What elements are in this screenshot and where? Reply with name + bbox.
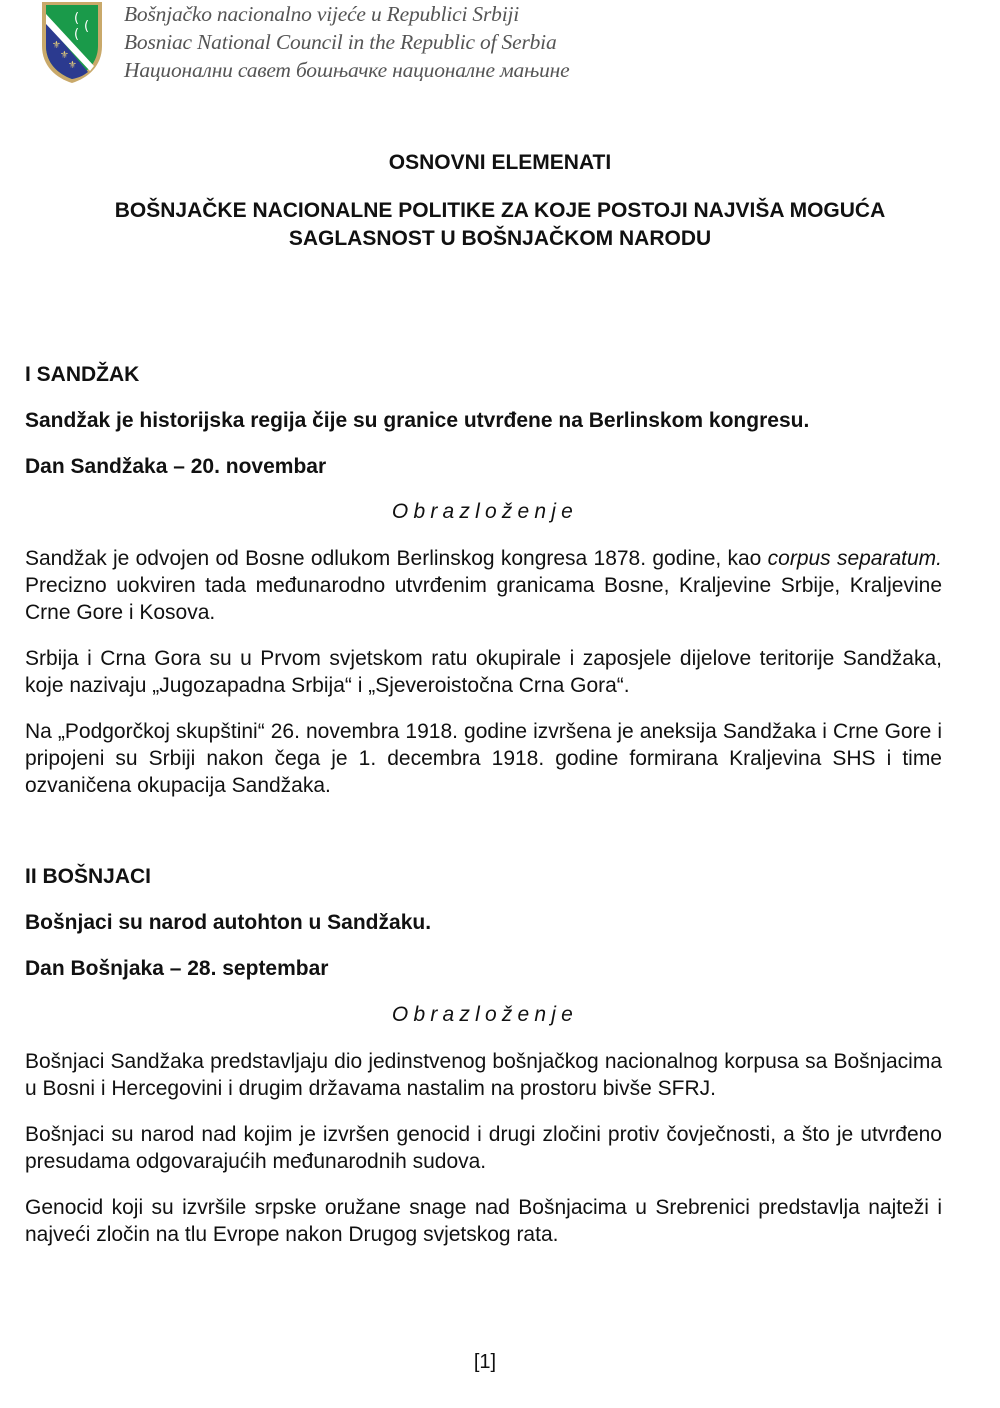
latin-term: corpus separatum.: [767, 547, 942, 570]
document-subtitle: [30, 197, 970, 253]
svg-text:(: (: [74, 11, 80, 26]
paragraph: Na „Podgorčkoj skupštini“ 26. novembra 1918. godine izvršena je aneksija Sandžaka i Crne Gore i pripojeni su Srbiji nakon čega je 1. decembra 1918. godine formirana Kraljevina SHS i time ozvaničena okupacija Sandžaka.: [25, 720, 942, 797]
bosniak-crest-icon: [40, 0, 104, 84]
paragraph-text: Sandžak je odvojen od Bosne odlukom Berlinskog kongresa 1878. godine, kao: [25, 547, 768, 570]
council-name-english: Bosniac National Council in the Republic of Serbia: [124, 30, 557, 54]
letterhead: [38, 0, 598, 90]
paragraph: Bošnjaci Sandžaka predstavljaju dio jedinstvenog bošnjačkog nacionalnog korpusa sa Bošnjacima u Bosni i Hercegovini i drugim državama nastalim na prostoru bivše SFRJ.: [25, 1050, 942, 1100]
paragraph: [25, 545, 942, 626]
section-heading-bosnjaci: II BOŠNJACI: [25, 865, 152, 888]
svg-text:⚜: ⚜: [68, 60, 77, 71]
explanation-label: Obrazloženje: [391, 1003, 579, 1026]
subtitle-line-2: SAGLASNOST U BOŠNJAČKOM NARODU: [288, 227, 712, 250]
svg-text:(: (: [74, 27, 80, 42]
svg-text:⚜: ⚜: [60, 50, 69, 61]
paragraph: Genocid koji su izvršile srpske oružane snage nad Bošnjacima u Srebrenici predstavlja najteži i najveći zločin na tlu Evrope nakon Drugog svjetskog rata.: [25, 1196, 942, 1246]
section-statement: Sandžak je historijska regija čije su granice utvrđene na Berlinskom kongresu.: [25, 409, 810, 432]
document-title: OSNOVNI ELEMENATI: [388, 151, 612, 174]
section-day: Dan Bošnjaka – 28. septembar: [25, 957, 329, 980]
section-statement: Bošnjaci su narod autohton u Sandžaku.: [25, 911, 432, 934]
paragraph: Srbija i Crna Gora su u Prvom svjetskom ratu okupirale i zaposjele dijelove teritorije Sandžaka, koje nazivaju „Jugozapadna Srbija“ i „Sjeveroistočna Crna Gora“.: [25, 647, 942, 697]
section-heading-sandzak: I SANDŽAK: [25, 363, 140, 386]
council-name-cyrillic: Национални савет бошњачке националне мањине: [124, 58, 570, 82]
section-day: Dan Sandžaka – 20. novembar: [25, 455, 327, 478]
page-number: [1]: [473, 1351, 497, 1373]
paragraph: Bošnjaci su narod nad kojim je izvršen genocid i drugi zločini protiv čovječnosti, a što je utvrđeno presudama odgovarajućih međunarodnih sudova.: [25, 1123, 942, 1173]
subtitle-line-1: BOŠNJAČKE NACIONALNE POLITIKE ZA KOJE POSTOJI NAJVIŠA MOGUĆA: [114, 199, 886, 222]
svg-text:⚜: ⚜: [52, 40, 61, 51]
svg-text:(: (: [84, 19, 90, 34]
council-name: [124, 0, 570, 84]
explanation-label: Obrazloženje: [391, 500, 579, 523]
paragraph-text: Precizno uokviren tada međunarodno utvrđenim granicama Bosne, Kraljevine Srbije, Kraljevine Crne Gore i Kosova.: [25, 574, 942, 624]
council-name-bosnian: Bošnjačko nacionalno vijeće u Republici Srbiji: [124, 2, 520, 26]
